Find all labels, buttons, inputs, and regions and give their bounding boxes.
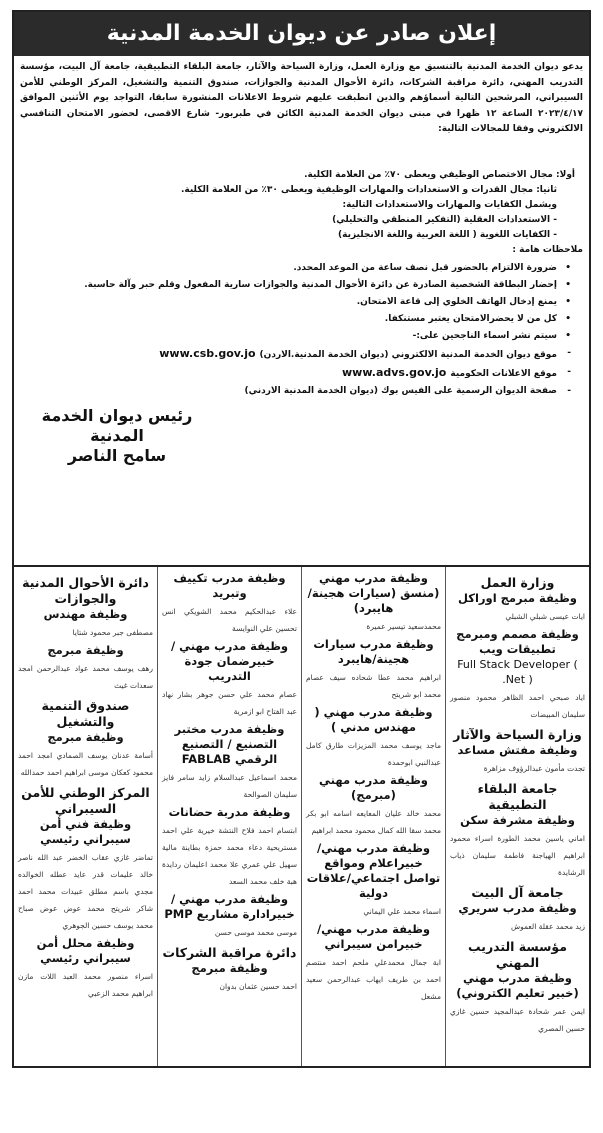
exam-fields xyxy=(14,168,589,243)
note-text: يمنع إدخال الهاتف الخلوي إلى قاعة الامتحان. xyxy=(356,297,557,307)
candidates-column xyxy=(157,567,301,1066)
job-title: Full Stack Developer ( .Net ) xyxy=(457,658,578,686)
bullet-icon: - xyxy=(567,386,571,396)
intro-paragraph: يدعو ديوان الخدمة المدنية بالتنسيق مع وزارة العمل، وزارة السياحة والآثار، جامعة البلقاء التطبيقية، جامعة آل البيت، مؤسسة التدريب المهني، دائرة مراقبة الشركات، دائرة الأحوال المدنية والجوازات، صندوق التنمية والتشغيل، المركز الوطني للأمن السيبراني، المرشحين التالية أسماؤهم والذين انطبقت عليهم شروط الاعلانات المنشورة سابقا، التواجد يوم الأثنين الموافق ٢٠٢٣/٤/١٧ الساعة ١٢ ظهرا في مبنى ديوان الخدمة المدنية الكائن في طبربور- شارع الاقصى، لحضور الامتحان التنافسي الالكتروني وفقا للمجالات التالية: xyxy=(20,62,583,134)
candidates-column xyxy=(445,567,589,1066)
bullet-icon: - xyxy=(567,348,571,358)
job-title: وظيفة مدرب مهني (منسق (سيارات هجينة/هايبرد) xyxy=(307,571,440,615)
candidate-names: مصطفى جبر محمود شتايا xyxy=(72,628,153,637)
signature-title: رئيس ديوان الخدمة المدنية xyxy=(41,406,193,445)
notes-list xyxy=(14,258,589,400)
job-title: وظيفة مدرب مهني /خبيرضمان جودة التدريب xyxy=(170,639,289,683)
announcement-sheet xyxy=(12,10,591,1068)
organization-name: وزارة السياحة والآثار xyxy=(453,727,582,742)
job-title: وظيفة مبرمج xyxy=(191,961,268,975)
candidate-names: ماجد يوسف محمد المزيزات طارق كامل عبدالنبي ابوحمدة xyxy=(306,741,441,767)
candidate-names: ابراهيم محمد عطا شحاده سيف عصام محمد ابو شريتح xyxy=(306,673,441,699)
note-item xyxy=(20,345,571,364)
job-title: وظيفة مدرب مهني ( مهندس مدني ) xyxy=(314,705,433,734)
note-text: موقع ديوان الخدمة المدنية الالكتروني (ديوان الخدمة المدنية.الاردن) xyxy=(259,350,557,360)
candidate-names: اسماء محمد علي اليماني xyxy=(363,907,441,916)
organization-name: المركز الوطني للأمن السيبراني xyxy=(21,785,150,816)
note-item xyxy=(20,277,571,294)
organization-name: مؤسسة التدريب المهني xyxy=(468,939,567,970)
candidate-names: تماضر غازي عقاب الخضر عبد الله ناصر خالد عليمات قدر عايد عطله الخوالده مجدي باسم مطلق عبيدات محمد احمد شاكر شريتح محمد عوض عوض صباح محمد يوسف حسين الجوهري xyxy=(18,853,153,930)
note-text: كل من لا يحضرالامتحان يعتبر مستنكفا. xyxy=(384,314,557,324)
note-text: موقع الاعلانات الحكومية xyxy=(450,369,557,379)
note-text: ضرورة الالتزام بالحضور قبل نصف ساعة من الموعد المحدد. xyxy=(293,263,557,273)
note-url-link[interactable]: www.advs.gov.jo xyxy=(342,366,447,379)
candidates-grid xyxy=(14,565,589,1066)
candidate-names: ابة جمال محمدعلي ملحم احمد منتصم احمد بن طريف ايهاب عبدالرحمن سعيد مشعل xyxy=(306,958,441,1001)
notes-title: ملاحظات هامة : xyxy=(512,245,583,255)
job-title: وظيفة مدربة حضانات xyxy=(168,805,291,819)
organization-name: وزارة العمل xyxy=(480,575,555,590)
job-title: وظيفة مدرب مهني (مبرمج) xyxy=(319,773,428,802)
candidate-names: احمد حسين عثمان بدوان xyxy=(219,982,297,991)
field-first: أولا: مجال الاختصاص الوظيفي ويعطى ٧٠٪ من العلامة الكلية. xyxy=(304,170,575,180)
candidate-names: محمدسعيد تيسير عميرة xyxy=(366,622,441,631)
bullet-icon: • xyxy=(565,314,571,324)
job-title: وظيفة مدرب مختبر التصنيع / التصنيع الرقمي FABLAB xyxy=(174,722,285,766)
note-item xyxy=(20,260,571,277)
signature-name: سامح الناصر xyxy=(67,446,167,465)
organization-name: دائرة مراقبة الشركات xyxy=(162,945,297,960)
candidate-names: زيد محمد عقلة العموش xyxy=(510,922,585,931)
field-includes: ويشمل الكفايات والمهارات والاستعدادات التالية: xyxy=(342,200,557,210)
candidate-names: رهف يوسف محمد عواد عبدالرحمن امجد سعدات غيث xyxy=(18,664,153,690)
organization-name: دائرة الأحوال المدنية والجوازات xyxy=(22,575,149,606)
candidate-names: تجدت مأمون عبدالرؤوف مزاهرة xyxy=(483,764,585,773)
note-text: سيتم نشر اسماء الناجحين على:- xyxy=(412,331,557,341)
job-title: وظيفة مدرب سريري xyxy=(458,901,577,915)
job-title: وظيفة مصمم ومبرمج تطبيقات ويب xyxy=(456,627,579,656)
job-title: وظيفة مدرب مهني /خبيرادارة مشاريع PMP xyxy=(164,892,295,921)
job-title: وظيفة مشرفة سكن xyxy=(460,813,575,827)
note-item xyxy=(20,364,571,383)
field-language: - الكفايات اللغوية ( اللغة العربية واللغة الانجليزية) xyxy=(338,230,557,240)
job-title: وظيفة مبرمج xyxy=(47,643,124,657)
candidate-names: ابتسام احمد فلاح النتشة خيرية علي احمد مستريحية دعاء محمد حمزة بطاينة مالية سهيل علي عمري علا محمد اعليمان ردايدة هبة خلف محمد السعد xyxy=(162,826,297,886)
bullet-icon: • xyxy=(565,280,571,290)
job-title: وظيفة مبرمج اوراكل xyxy=(458,591,577,605)
candidate-names: اماني ياسين محمد الطورة اسراء محمود ابراهيم الهياجنة فاطمة سليمان ذياب الرشايدة xyxy=(450,834,585,877)
signature-block xyxy=(14,400,589,465)
candidate-names: ايمن عمر شحادة عبدالمجيد حسين غازي حسين المصري xyxy=(450,1007,585,1033)
note-item xyxy=(20,294,571,311)
note-item xyxy=(20,311,571,328)
job-title: وظيفة محلل أمن سيبراني رئيسي xyxy=(36,936,135,965)
candidate-names: علاء عبدالحكيم محمد الشويكي انس تحسين علي النوايسة xyxy=(162,607,297,633)
candidate-names: اسراء منصور محمد العبد اللات مازن ابراهيم محمد الزعبي xyxy=(18,972,153,998)
note-text: صفحة الديوان الرسمية على الفيس بوك (ديوان الخدمة المدنية الاردني) xyxy=(244,386,557,396)
candidate-names: محمد اسماعيل عبدالسلام زايد سامر فايز سليمان الصوالحة xyxy=(162,773,297,799)
bullet-icon: • xyxy=(565,331,571,341)
note-text: إحضار البطاقة الشخصية الصادرة عن دائرة الأحوال المدنية والجوازات سارية المفعول وقلم حبر وآلة حاسبة. xyxy=(84,280,557,290)
job-title: وظيفة مهندس xyxy=(43,607,128,621)
candidates-column xyxy=(14,567,157,1066)
job-title: وظيفة مفتش مساعد xyxy=(457,743,578,757)
page-title: إعلان صادر عن ديوان الخدمة المدنية xyxy=(14,12,589,56)
organization-name: جامعة آل البيت xyxy=(471,885,564,900)
job-title: وظيفة مدرب تكييف وتبريد xyxy=(173,571,286,600)
field-mental: - الاستعدادات العقلية (التفكير المنطقي والتحليلي) xyxy=(332,215,557,225)
field-second: ثانيا: مجال القدرات و الاستعدادات والمهارات الوظيفية ويعطى ٣٠٪ من العلامة الكلية. xyxy=(181,185,557,195)
candidate-names: موسى محمد موسى حسن xyxy=(214,928,297,937)
candidate-names: أسامة عدنان يوسف الصمادي امجد احمد محمود كعكان موسى ابراهيم احمد حمدالله xyxy=(18,751,153,777)
organization-name: صندوق التنمية والتشغيل xyxy=(41,698,130,729)
note-item xyxy=(20,383,571,400)
candidate-names: ايات عيسى شبلي الشبلي xyxy=(505,612,585,621)
bullet-icon: - xyxy=(567,367,571,377)
job-title: وظيفة مدرب مهني (خبير تعليم الكتروني) xyxy=(456,971,579,1000)
job-title: وظيفة فني أمن سيبراني رئيسي xyxy=(39,817,132,846)
candidate-names: محمد خالد عليان المعايعه اسامه ابو بكر محمد سقا الله كمال محمود محمد ابراهيم xyxy=(306,809,441,835)
job-title: وظيفة مدرب مهني/ خبيراعلام ومواقع تواصل اجتماعي/علاقات دولية xyxy=(306,841,441,900)
candidate-names: عصام محمد علي حسن جوهر بشار نهاد عبد الفتاح ابو ازمرية xyxy=(162,690,297,716)
bullet-icon: • xyxy=(565,263,571,273)
job-title: وظيفة مبرمج xyxy=(47,730,124,744)
note-item xyxy=(20,328,571,345)
job-title: وظيفة مدرب مهني/ خبيرامن سيبراني xyxy=(316,922,431,951)
bullet-icon: • xyxy=(565,297,571,307)
note-url-link[interactable]: www.csb.gov.jo xyxy=(159,347,256,360)
job-title: وظيفة مدرب سيارات هجينة/هايبرد xyxy=(313,637,434,666)
candidate-names: اياد صبحي احمد الظاهر محمود منصور سليمان المبيضات xyxy=(450,693,585,719)
organization-name: جامعة البلقاء التطبيقية xyxy=(477,781,558,812)
candidates-column xyxy=(301,567,445,1066)
